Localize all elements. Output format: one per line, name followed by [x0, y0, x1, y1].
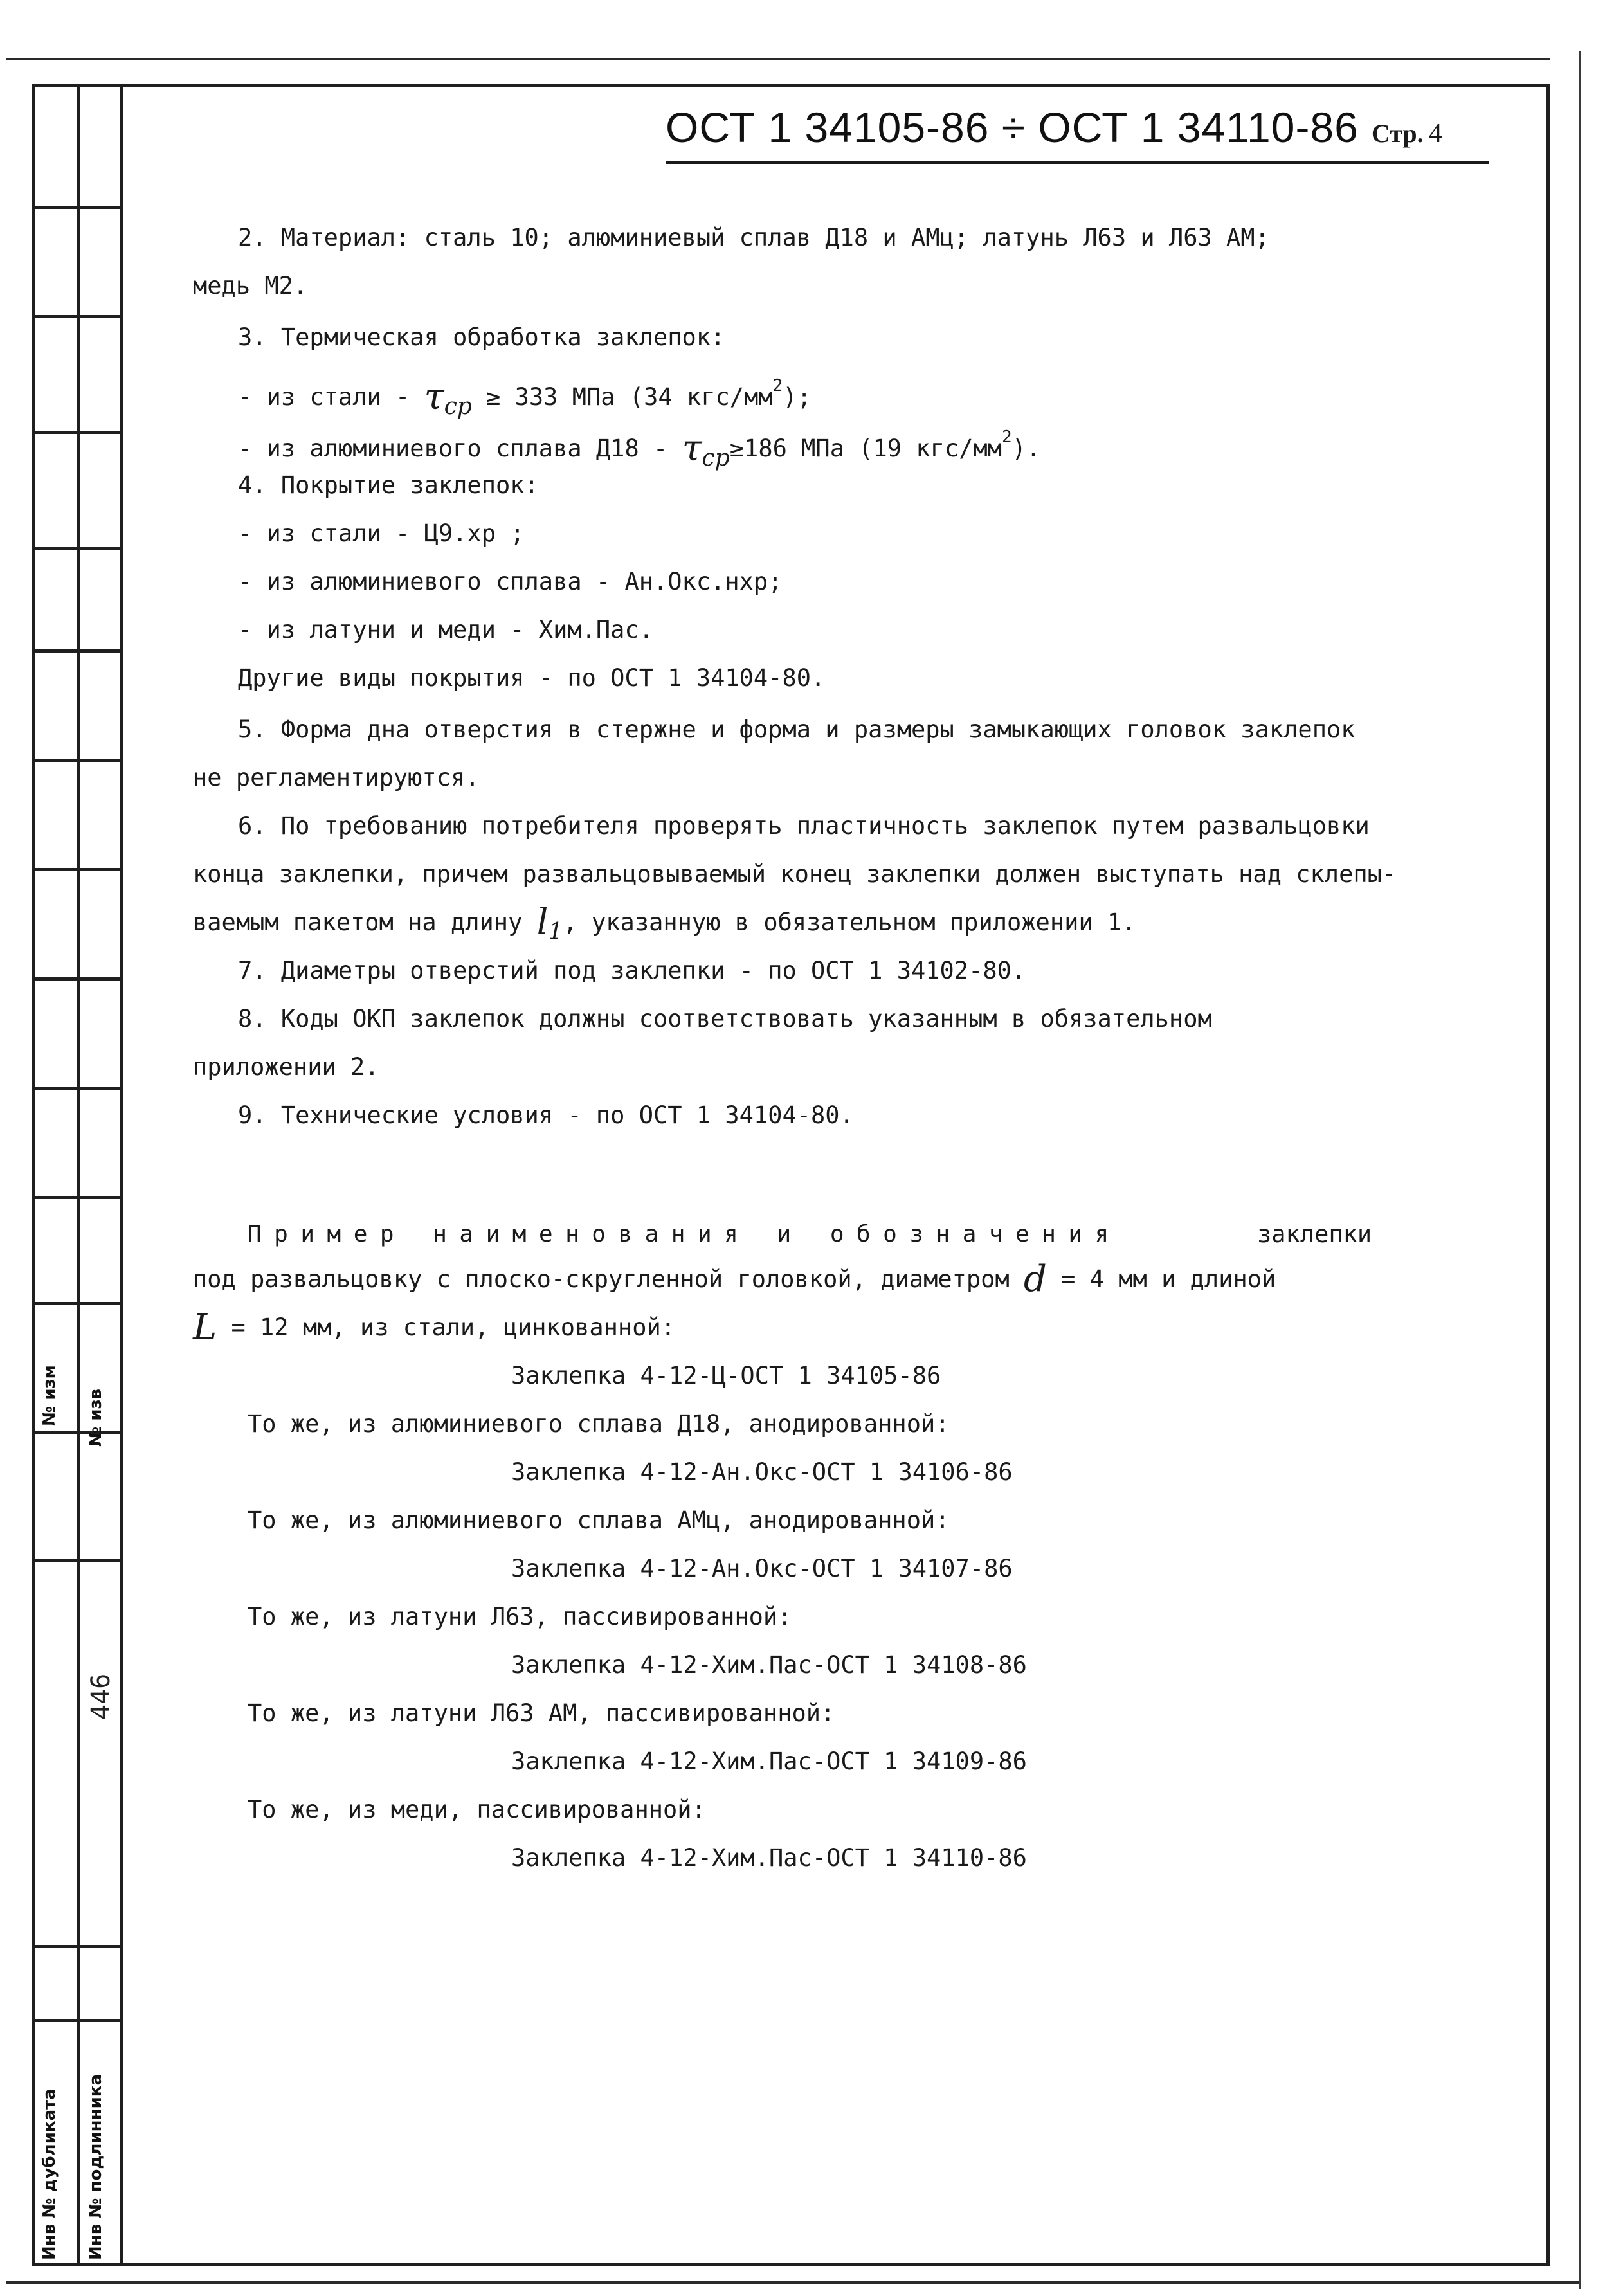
- p4-steel: - из стали - Ц9.хр ;: [238, 520, 525, 547]
- p8-line1: 8. Коды ОКП заклепок должны соответствовать указанным в обязательном: [238, 1005, 1212, 1033]
- tau-symbol: τ: [682, 428, 702, 469]
- designation-6: Заклепка 4-12-Хим.Пас-ОСТ 1 34110-86: [511, 1844, 1027, 1872]
- l-symbol: l: [536, 901, 549, 943]
- standard-title: ОСТ 1 34105-86 ÷ ОСТ 1 34110-86: [666, 104, 1359, 151]
- top-rule: [6, 58, 1550, 60]
- p5-line2: не регламентируются.: [193, 764, 480, 791]
- p7: 7. Диаметры отверстий под заклепки - по ОСТ 1 34102-80.: [238, 957, 1026, 984]
- changes-label: № изв: [86, 1388, 105, 1447]
- designation-4: Заклепка 4-12-Хим.Пас-ОСТ 1 34108-86: [511, 1651, 1027, 1679]
- left-registration-strip: [32, 84, 123, 2266]
- page-frame: [32, 84, 1550, 2266]
- inv-no-duplicate-label: Инв № дубликата: [40, 2088, 59, 2260]
- p4-alu: - из алюминиевого сплава - Ан.Окс.нхр;: [238, 568, 783, 595]
- page-label: Стр.: [1371, 119, 1424, 148]
- p6-line2: конца заклепки, причем развальцовываемый конец заклепки должен выступать над склепы-: [193, 860, 1397, 888]
- designation-lead-3: То же, из алюминиевого сплава АМц, анодированной:: [248, 1506, 950, 1534]
- tau-symbol: τ: [424, 376, 444, 418]
- example-heading-end: заклепки: [1257, 1220, 1372, 1248]
- designation-3: Заклепка 4-12-Ан.Окс-ОСТ 1 34107-86: [511, 1555, 1013, 1582]
- p4-heading: 4. Покрытие заклепок:: [238, 471, 539, 499]
- p9: 9. Технические условия - по ОСТ 1 34104-80.: [238, 1101, 854, 1129]
- p6-line3: ваемым пакетом на длину l1, указанную в обязательном приложении 1.: [193, 901, 1136, 945]
- designation-2: Заклепка 4-12-Ан.Окс-ОСТ 1 34106-86: [511, 1458, 1013, 1486]
- bottom-edge-rule: [6, 2281, 1579, 2284]
- designation-5: Заклепка 4-12-Хим.Пас-ОСТ 1 34109-86: [511, 1748, 1027, 1775]
- right-edge-rule: [1579, 51, 1581, 2289]
- p3-heading: 3. Термическая обработка заклепок:: [238, 323, 725, 351]
- L-symbol: L: [193, 1306, 217, 1348]
- strip-divider-outer: [120, 84, 123, 2266]
- page-number: 4: [1428, 119, 1442, 149]
- document-header: [666, 103, 1489, 164]
- designation-lead-4: То же, из латуни Л63, пассивированной:: [248, 1603, 792, 1631]
- example-line3: L = 12 мм, из стали, цинкованной:: [193, 1306, 676, 1348]
- p4-brass: - из латуни и меди - Хим.Пас.: [238, 616, 654, 644]
- strip-number: 446: [86, 1673, 116, 1720]
- d-symbol: d: [1024, 1258, 1047, 1300]
- designation-1: Заклепка 4-12-Ц-ОСТ 1 34105-86: [511, 1362, 941, 1389]
- designation-lead-6: То же, из меди, пассивированной:: [248, 1796, 706, 1823]
- p4-other: Другие виды покрытия - по ОСТ 1 34104-80.: [238, 664, 826, 692]
- p3-steel: - из стали - τср ≥ 333 МПа (34 кгс/$мм^2$);: [238, 376, 812, 420]
- inv-no-changes-label: № изм: [40, 1365, 59, 1426]
- inv-no-original-label: Инв № подлинника: [86, 2074, 105, 2260]
- designation-lead-2: То же, из алюминиевого сплава Д18, анодированной:: [248, 1410, 950, 1438]
- example-heading: Пример наименования и обозначения: [248, 1221, 1121, 1247]
- p2-line1: 2. Материал: сталь 10; алюминиевый сплав Д18 и АМц; латунь Л63 и Л63 АМ;: [238, 224, 1269, 251]
- p5-line1: 5. Форма дна отверстия в стержне и форма и размеры замыкающих головок заклепок: [238, 716, 1356, 743]
- example-line2: под развальцовку с плоско-скругленной головкой, диаметром d = 4 мм и длиной: [193, 1258, 1276, 1300]
- designation-lead-5: То же, из латуни Л63 АМ, пассивированной:: [248, 1699, 835, 1727]
- p6-line1: 6. По требованию потребителя проверять пластичность заклепок путем развальцовки: [238, 812, 1370, 840]
- p8-line2: приложении 2.: [193, 1053, 379, 1081]
- p3-alu: - из алюминиевого сплава Д18 - τср≥186 МПа (19 кгс/$мм^2$).: [238, 428, 1041, 471]
- p2-line2: медь М2.: [193, 272, 308, 300]
- strip-divider: [77, 84, 80, 2266]
